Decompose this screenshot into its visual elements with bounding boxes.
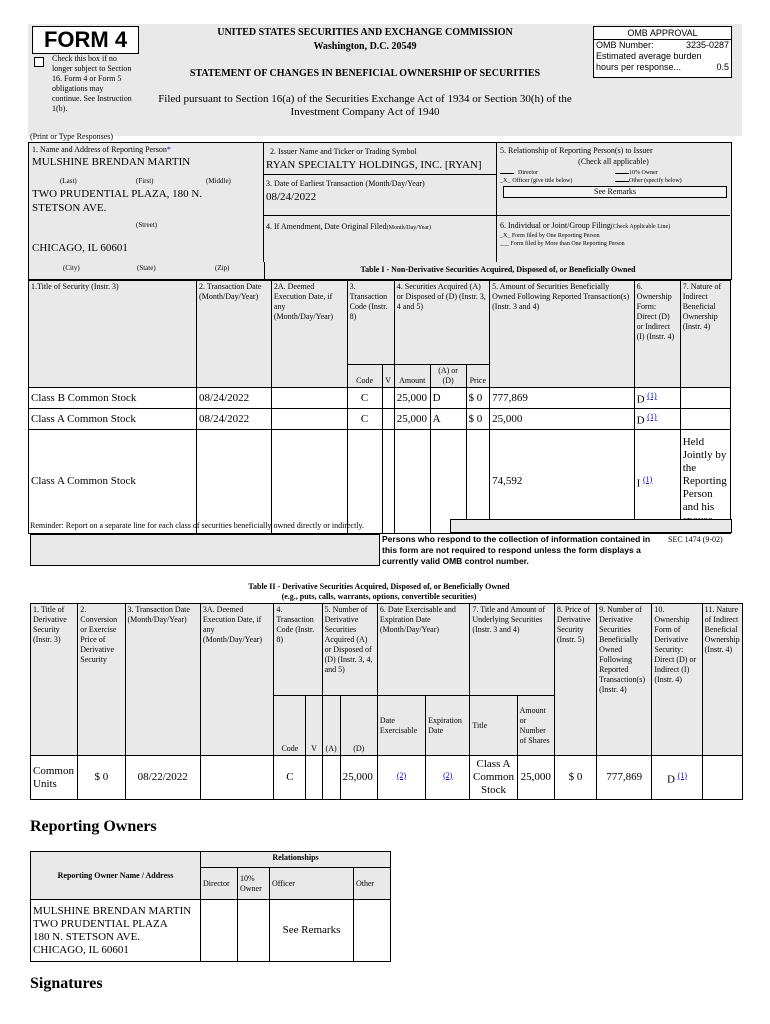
t1-sub-amount: Amount [394,365,430,388]
no-longer-subject-checkbox[interactable] [34,57,44,67]
t1-header-owned: 5. Amount of Securities Beneficially Owned Following Reported Transaction(s) (Instr. 3 and 4) [490,281,634,388]
ten-pct-header: 10% Owner [238,868,270,900]
box4-amendment [264,216,497,262]
t2-header-underlying: 7. Title and Amount of Underlying Securities (Instr. 3 and 4) [470,604,554,696]
one-person-option: _X_ Form filed by One Reporting Person [500,233,600,239]
reporting-person-name: MULSHINE BRENDAN MARTIN [32,156,191,168]
box3-label: 3. Date of Earliest Transaction (Month/Day/Year) [266,179,425,188]
statement-title: STATEMENT OF CHANGES IN BENEFICIAL OWNERSHIP OF SECURITIES [189,68,541,79]
t2-sub-expiration: Expiration Date [426,696,470,756]
t1-row-price [466,430,490,534]
t1-header-deemed: 2A. Deemed Execution Date, if any (Month/Day/Year) [271,281,347,388]
officer-option: Officer (give title below) [512,178,573,184]
t2-header-code: 4. Transaction Code (Instr. 8) [274,604,322,696]
table-row [31,900,391,962]
t1-row-code: C [347,409,382,430]
box4-label: 4. If Amendment, Date Original Filed [266,222,387,231]
t2-header-form: 10. Ownership Form of Derivative Security: Direct (D) or Indirect (I) (Instr. 4) [652,604,702,756]
t1-row-amount [394,430,430,534]
t2-sub-v: V [306,696,322,756]
other-header: Other [354,868,391,900]
t1-row-form: D [636,414,645,427]
box5-sub: (Check all applicable) [578,157,649,166]
street-label: (Street) [136,221,157,229]
t2-row-underlying-amount: 25,000 [517,756,554,800]
t2-row-d: 25,000 [340,756,377,800]
t1-row-price: $ 0 [466,388,490,409]
t1-row-amount: 25,000 [394,409,430,430]
box1-label: 1. Name and Address of Reporting Person [32,145,167,154]
reporting-owners-table [30,851,391,962]
t1-row-code: C [347,388,382,409]
form-title: FORM 4 [32,26,139,54]
omb-number-value: 3235-0287 [685,40,729,50]
t2-row-v [306,756,322,800]
t1-row-owned: 25,000 [490,409,634,430]
city-state-zip: CHICAGO, IL 60601 [32,242,128,254]
zip-label: (Zip) [215,264,230,272]
table1-title: Table I - Non-Derivative Securities Acquired, Disposed of, or Beneficially Owned [360,265,636,274]
sec-code: SEC 1474 (9-02) [668,535,723,544]
table1-non-derivative [28,280,731,534]
t1-header-securities: 4. Securities Acquired (A) or Disposed of (D) (Instr. 3, 4 and 5) [394,281,489,365]
owner-name-header: Reporting Owner Name / Address [31,852,201,900]
director-header: Director [201,868,238,900]
box6-filing-type [497,216,730,262]
table1-title-row [28,262,732,280]
footnote-link[interactable]: (1) [647,412,657,422]
t2-header-exercisable: 6. Date Exercisable and Expiration Date (Month/Day/Year) [377,604,470,696]
box6-label-small: (Check Applicable Line) [610,224,671,230]
owner-address-line2: 180 N. STETSON AVE. [33,930,141,943]
t1-row-aord [430,430,466,534]
officer-title-remarks: See Remarks [503,186,727,198]
table-row [29,430,731,534]
t1-header-title: 1.Title of Security (Instr. 3) [29,281,197,388]
t2-row-title: Common Units [31,756,78,800]
t1-row-title: Class A Common Stock [29,430,197,534]
reminder-text: Reminder: Report on a separate line for each class of securities beneficially owned directly or indirectly. [30,521,365,530]
owner-officer: See Remarks [270,900,354,962]
issuer-name-ticker: RYAN SPECIALTY HOLDINGS, INC. [RYAN] [266,159,482,171]
agency-name: UNITED STATES SECURITIES AND EXCHANGE COMMISSION [217,27,513,38]
street-line2: STETSON AVE. [32,202,107,214]
footnote-link[interactable]: (1) [677,770,688,780]
t1-header-date: 2. Transaction Date (Month/Day/Year) [197,281,272,388]
box1-reporting-person [28,142,264,262]
multiple-persons-option: ___ Form filed by More than One Reporting Person [500,241,625,247]
t1-row-v [382,409,394,430]
t1-row-form: I [636,477,641,490]
omb-hours-label: hours per response... [596,62,682,72]
footnote-link[interactable]: (1) [647,391,657,401]
footnote-link[interactable]: (2) [443,770,453,780]
t2-sub-exercisable: Date Exercisable [377,696,425,756]
owner-address-line3: CHICAGO, IL 60601 [33,943,129,956]
table-row [31,756,743,800]
t1-row-nature [680,409,730,430]
print-note: (Print or Type Responses) [30,132,114,141]
t1-row-code [347,430,382,534]
t1-header-form: 6. Ownership Form: Direct (D) or Indirect (I) (Instr. 4) [634,281,680,388]
reporting-owners-heading: Reporting Owners [30,818,157,835]
t1-row-aord: A [430,409,466,430]
owner-name: MULSHINE BRENDAN MARTIN [33,904,192,917]
owner-director [201,900,238,962]
signatures-heading: Signatures [30,975,103,992]
footnote-link[interactable]: (1) [643,474,653,484]
box5-label: 5. Relationship of Reporting Person(s) to Issuer [500,146,653,155]
t2-row-deemed [200,756,273,800]
filed-pursuant-text: Filed pursuant to Section 16(a) of the Securities Exchange Act of 1934 or Section 30(h) of the Investment Company Act of 1940 [158,93,572,118]
t1-row-date [197,430,272,534]
box1-label-mark: * [166,145,171,154]
officer-header: Officer [270,868,354,900]
table2-title: Table II - Derivative Securities Acquired, Disposed of, or Beneficially Owned [248,582,510,591]
t1-row-deemed [271,409,347,430]
t1-row-title: Class B Common Stock [29,388,197,409]
t1-header-code: 3. Transaction Code (Instr. 8) [347,281,394,365]
t1-header-nature: 7. Nature of Indirect Beneficial Ownership (Instr. 4) [680,281,730,388]
omb-number-label: OMB Number: [596,40,654,50]
box6-label: 6. Individual or Joint/Group Filing [500,221,611,230]
table-row [29,409,731,430]
t1-row-price: $ 0 [466,409,490,430]
t2-sub-amount: Amount or Number of Shares [517,696,554,756]
footnote-link[interactable]: (2) [396,770,407,780]
earliest-transaction-date: 08/24/2022 [266,191,317,203]
t1-row-v [382,388,394,409]
t1-row-aord: D [430,388,466,409]
t1-row-date: 08/24/2022 [197,409,272,430]
table2-derivative [30,603,743,800]
t1-row-deemed [271,388,347,409]
omb-title: OMB APPROVAL [594,27,731,40]
middle-label: (Middle) [206,177,231,185]
table2-subtitle: (e.g., puts, calls, warrants, options, convertible securities) [281,592,477,601]
agency-location: Washington, D.C. 20549 [313,41,417,52]
t2-row-price: $ 0 [554,756,596,800]
t1-row-v [382,430,394,534]
t1-row-nature: Held Jointly by the Reporting Person and his [680,430,730,534]
t2-header-deemed: 3A. Deemed Execution Date, if any (Month/Day/Year) [200,604,273,756]
ten-pct-option: 10% Owner [629,170,658,176]
other-option: Other (specify below) [629,178,682,184]
box2-label: 2. Issuer Name and Ticker or Trading Symbol [270,147,417,156]
t1-sub-aord: (A) or (D) [430,365,466,388]
box2-issuer [264,142,497,175]
t2-row-code: C [274,756,306,800]
t2-header-nature: 11. Nature of Indirect Beneficial Ownership (Instr. 4) [702,604,742,756]
owner-address-line1: TWO PRUDENTIAL PLAZA [33,917,168,930]
t2-row-form: D [666,773,675,786]
omb-burden-label: Estimated average burden [596,51,702,61]
t1-sub-price: Price [466,365,490,388]
first-label: (First) [136,177,154,185]
t2-header-price: 8. Price of Derivative Security (Instr. 5) [554,604,596,756]
table-row [29,388,731,409]
state-label: (State) [137,264,156,272]
t2-row-a [322,756,340,800]
t2-header-owned: 9. Number of Derivative Securities Beneficially Owned Following Reported Transaction(s) (Instr. 4) [597,604,652,756]
owner-ten-pct [238,900,270,962]
t2-row-nature [702,756,742,800]
t1-row-title: Class A Common Stock [29,409,197,430]
t1-row-owned: 74,592 [490,430,634,534]
box4-label-small: (Month/Day/Year) [386,225,432,231]
t2-header-number: 5. Number of Derivative Securities Acquired (A) or Disposed of (D) (Instr. 3, 4, and 5) [322,604,377,696]
omb-approval-box [593,26,732,78]
t1-sub-v: V [382,365,394,388]
checkbox-text: Check this box if no longer subject to Section 16. Form 4 or Form 5 obligations may continue. See Instruction 1(b). [52,54,132,113]
t1-row-nature [680,388,730,409]
t2-sub-title: Title [470,696,517,756]
t2-header-title: 1. Title of Derivative Security (Instr. 3) [31,604,78,756]
t2-sub-d: (D) [340,696,377,756]
t2-row-conversion: $ 0 [78,756,125,800]
director-option: Director [518,170,538,176]
t2-row-date: 08/22/2022 [125,756,200,800]
reminder-blank-box [450,519,732,533]
owner-other [354,900,391,962]
t1-row-date: 08/24/2022 [197,388,272,409]
last-label: (Last) [60,177,77,185]
relationships-header: Relationships [201,852,391,868]
city-label: (City) [63,264,80,272]
omb-hours-value: 0.5 [716,62,729,72]
box3-earliest-transaction [264,175,497,216]
t2-row-owned: 777,869 [597,756,652,800]
t2-row-underlying-title: Class A Common Stock [470,756,517,800]
t1-row-deemed [271,430,347,534]
notice-blank-box [30,534,380,566]
officer-mark: _X_ [500,178,511,184]
t1-sub-code: Code [347,365,382,388]
t1-row-form: D [636,393,645,406]
t2-sub-a: (A) [322,696,340,756]
persons-notice: Persons who respond to the collection of information contained in this form are not required to respond unless the form displays a currently valid OMB control number. [382,534,651,566]
t1-row-amount: 25,000 [394,388,430,409]
t2-header-conversion: 2. Conversion or Exercise Price of Derivative Security [78,604,125,756]
street-line1: TWO PRUDENTIAL PLAZA, 180 N. [32,188,203,200]
box5-relationship [497,142,730,216]
t1-row-owned: 777,869 [490,388,634,409]
t2-header-date: 3. Transaction Date (Month/Day/Year) [125,604,200,756]
t2-sub-code: Code [274,696,306,756]
